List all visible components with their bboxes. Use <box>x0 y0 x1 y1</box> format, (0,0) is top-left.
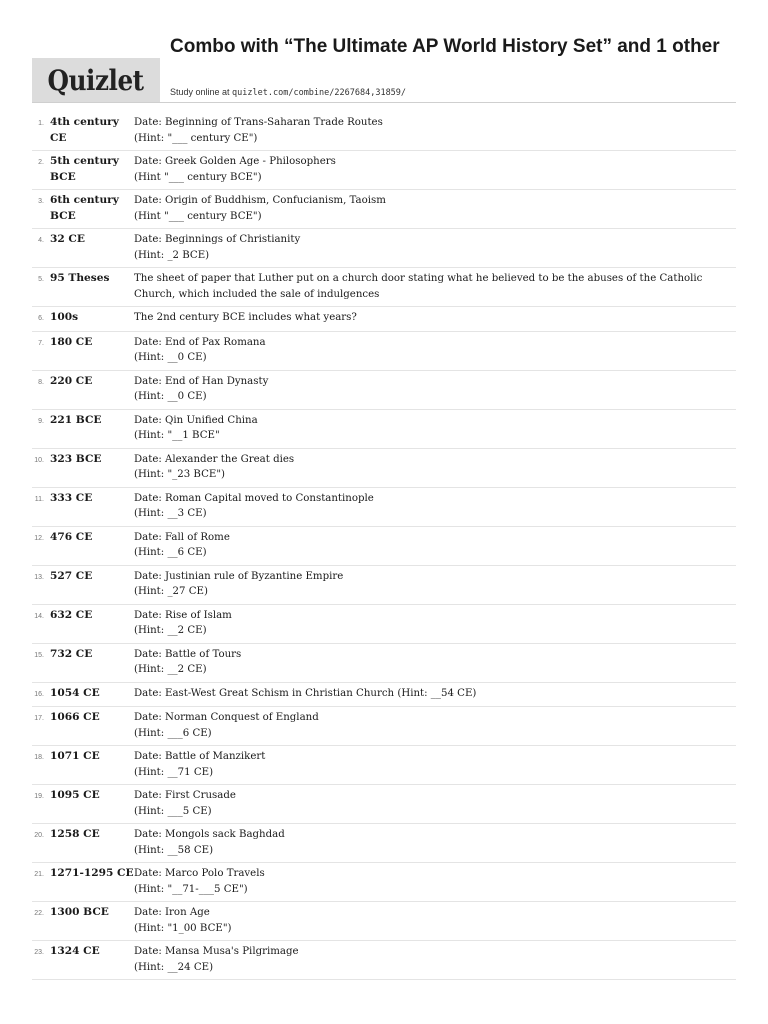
card-term: 221 BCE <box>50 413 102 426</box>
flashcard-row <box>32 307 736 332</box>
card-definition: Date: Mongols sack Baghdad (Hint: __58 CE) <box>134 829 285 856</box>
flashcard-row <box>32 824 736 863</box>
card-definition: Date: East-West Great Schism in Christian Church (Hint: __54 CE) <box>134 687 477 699</box>
card-term: 5th century BCE <box>50 155 119 183</box>
flashcard-row <box>32 566 736 605</box>
card-definition: Date: Fall of Rome (Hint: __6 CE) <box>134 531 230 558</box>
card-term: 220 CE <box>50 374 93 387</box>
flashcard-row <box>32 112 736 151</box>
card-number: 13. <box>34 573 44 581</box>
flashcard-row <box>32 527 736 566</box>
card-definition: Date: First Crusade (Hint: ___5 CE) <box>134 790 236 817</box>
card-number: 9. <box>38 417 44 425</box>
card-term: 1271-1295 CE <box>50 867 134 879</box>
flashcard-row <box>32 151 736 190</box>
card-number: 20. <box>34 832 44 839</box>
card-definition: Date: Roman Capital moved to Constantinople (Hint: __3 CE) <box>134 492 374 519</box>
page-subtitle <box>170 87 406 98</box>
card-number: 6. <box>38 315 44 322</box>
card-definition: Date: Mansa Musa's Pilgrimage (Hint: __24 CE) <box>134 946 299 973</box>
card-term: 632 CE <box>50 608 93 621</box>
card-definition: Date: Rise of Islam (Hint: __2 CE) <box>134 609 232 636</box>
card-term: 732 CE <box>50 647 93 660</box>
page-title: Combo with “The Ultimate AP World History Set” and 1 other <box>170 36 720 57</box>
card-term: 180 CE <box>50 335 93 348</box>
card-definition: Date: End of Pax Romana (Hint: __0 CE) <box>134 336 266 363</box>
card-number: 3. <box>38 198 44 205</box>
flashcard-row <box>32 605 736 644</box>
flashcard-row <box>32 371 736 410</box>
card-definition: Date: Norman Conquest of England (Hint: ___6 CE) <box>134 712 319 739</box>
card-term: 95 Theses <box>50 272 110 284</box>
card-definition: Date: Marco Polo Travels (Hint: "__71-___5 CE") <box>134 868 265 895</box>
card-number: 18. <box>34 754 44 761</box>
study-online-link[interactable]: quizlet.com/combine/2267684,31859/ <box>232 88 407 98</box>
card-definition: Date: Battle of Manzikert (Hint: __71 CE) <box>134 751 266 778</box>
card-definition: Date: Qin Unified China (Hint: "__1 BCE" <box>134 414 258 441</box>
card-term: 32 CE <box>50 233 85 245</box>
card-number: 11. <box>34 495 44 503</box>
card-definition: Date: Iron Age (Hint: "1_00 BCE") <box>134 907 232 934</box>
card-number: 17. <box>34 715 44 722</box>
card-number: 19. <box>34 793 44 800</box>
card-definition: The sheet of paper that Luther put on a church door stating what he believed to be the abuses of the Catholic Church, which included the sale of indulgences <box>134 273 703 300</box>
flashcard-row <box>32 229 736 268</box>
quizlet-logo <box>32 58 160 102</box>
flashcard-row <box>32 902 736 941</box>
flashcard-row <box>32 268 736 307</box>
card-term: 1071 CE <box>50 750 100 762</box>
card-term: 1324 CE <box>50 945 100 957</box>
flashcard-row <box>32 746 736 785</box>
flashcard-list <box>32 112 736 980</box>
card-number: 15. <box>34 651 44 659</box>
flashcard-row <box>32 785 736 824</box>
flashcard-row <box>32 707 736 746</box>
card-number: 12. <box>34 534 44 542</box>
card-term: 6th century BCE <box>50 194 119 222</box>
card-definition: The 2nd century BCE includes what years? <box>134 312 357 323</box>
flashcard-row <box>32 488 736 527</box>
flashcard-row <box>32 941 736 980</box>
subtitle-prefix: Study online at <box>170 87 233 97</box>
card-number: 21. <box>34 871 44 878</box>
page-header <box>32 32 736 103</box>
card-number: 8. <box>38 378 44 386</box>
card-definition: Date: Greek Golden Age - Philosophers (Hint "___ century BCE") <box>134 156 336 183</box>
flashcard-row <box>32 332 736 371</box>
card-term: 1300 BCE <box>50 906 109 918</box>
flashcard-row <box>32 449 736 488</box>
card-term: 1095 CE <box>50 789 100 801</box>
card-number: 16. <box>34 690 44 698</box>
card-term: 333 CE <box>50 491 93 504</box>
card-term: 527 CE <box>50 569 93 582</box>
card-definition: Date: End of Han Dynasty (Hint: __0 CE) <box>134 375 269 402</box>
card-term: 1054 CE <box>50 686 100 699</box>
card-number: 4. <box>38 237 44 244</box>
card-definition: Date: Beginnings of Christianity (Hint: _2 BCE) <box>134 234 301 261</box>
card-term: 1258 CE <box>50 828 100 840</box>
card-number: 5. <box>38 276 44 283</box>
card-definition: Date: Alexander the Great dies (Hint: "_23 BCE") <box>134 453 295 480</box>
flashcard-row <box>32 644 736 683</box>
card-term: 476 CE <box>50 530 93 543</box>
card-number: 22. <box>34 910 44 917</box>
flashcard-row <box>32 863 736 902</box>
card-number: 1. <box>38 120 44 127</box>
card-number: 23. <box>34 949 44 956</box>
flashcard-row <box>32 410 736 449</box>
card-number: 14. <box>34 612 44 620</box>
card-number: 7. <box>38 339 44 347</box>
card-number: 2. <box>38 159 44 166</box>
logo-wordmark: Quizlet <box>47 63 145 97</box>
card-definition: Date: Origin of Buddhism, Confucianism, Taoism (Hint "___ century BCE") <box>134 195 386 222</box>
card-number: 10. <box>34 456 44 464</box>
card-term: 1066 CE <box>50 711 100 723</box>
card-term: 4th century CE <box>50 116 119 144</box>
card-definition: Date: Beginning of Trans-Saharan Trade Routes (Hint: "___ century CE") <box>134 117 383 144</box>
card-definition: Date: Justinian rule of Byzantine Empire (Hint: _27 CE) <box>134 570 344 597</box>
card-definition: Date: Battle of Tours (Hint: __2 CE) <box>134 648 242 675</box>
card-term: 323 BCE <box>50 452 102 465</box>
flashcard-row <box>32 190 736 229</box>
flashcard-row <box>32 683 736 708</box>
card-term: 100s <box>50 311 79 323</box>
